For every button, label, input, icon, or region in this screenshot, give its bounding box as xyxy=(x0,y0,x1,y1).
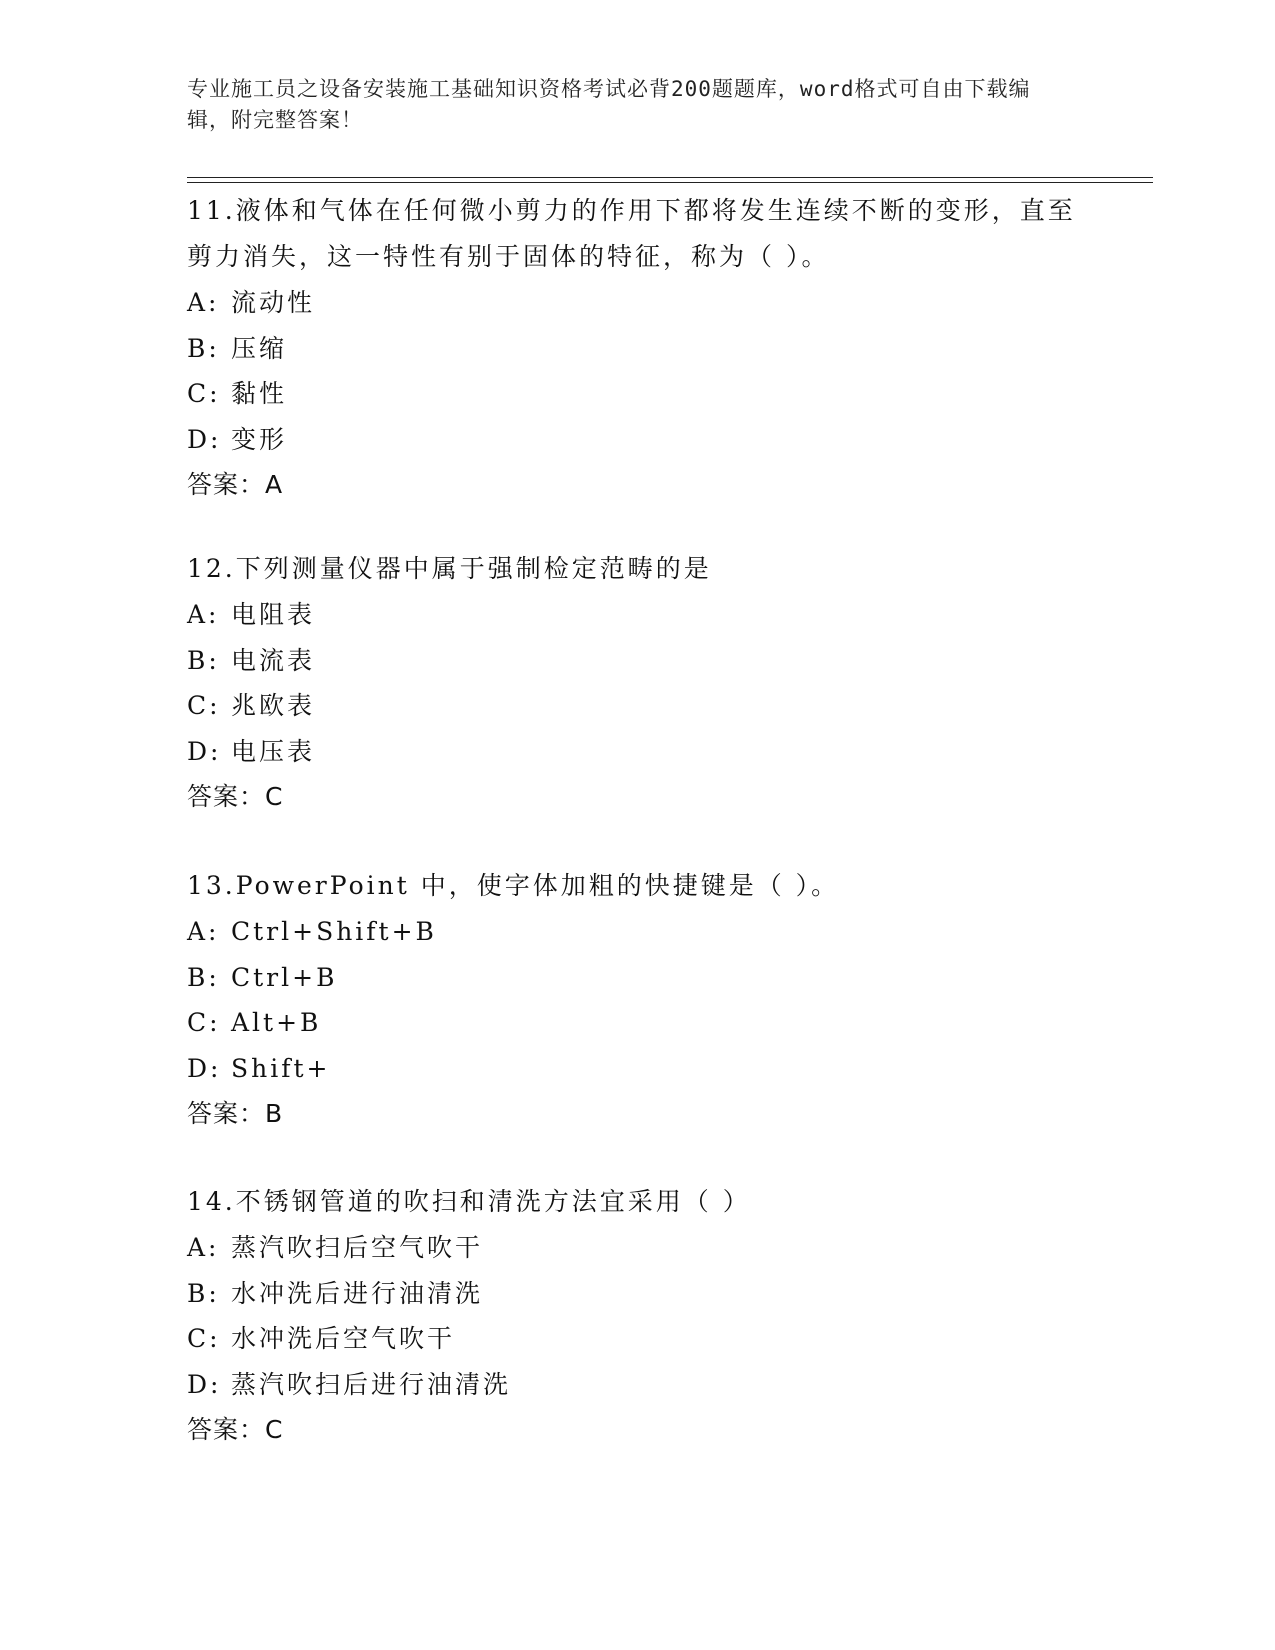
option-key: B: xyxy=(187,1278,220,1308)
option-key: B: xyxy=(187,333,220,363)
option-text: 水冲洗后空气吹干 xyxy=(231,1324,456,1353)
option-key: B: xyxy=(187,962,220,992)
option-d xyxy=(187,729,1087,775)
option-text: 电流表 xyxy=(231,645,316,675)
option-a xyxy=(187,1225,1087,1271)
option-text: 兆欧表 xyxy=(231,691,316,720)
option-d xyxy=(187,417,1087,463)
question-stem: 13.PowerPoint 中，使字体加粗的快捷键是（ ）。 xyxy=(187,871,840,900)
option-c xyxy=(187,1000,1087,1046)
question-12 xyxy=(187,546,1087,820)
option-key: B: xyxy=(187,645,220,675)
option-text: Ctrl+B xyxy=(231,962,338,992)
option-d xyxy=(187,1362,1087,1408)
option-text: 电压表 xyxy=(231,736,316,766)
answer-line: 答案：B xyxy=(187,1099,284,1128)
option-b xyxy=(187,326,1087,372)
option-b xyxy=(187,955,1087,1001)
option-key: D: xyxy=(187,1369,222,1399)
question-13 xyxy=(187,863,1087,1137)
question-stem: 12.下列测量仪器中属于强制检定范畴的是 xyxy=(187,554,712,583)
option-text: 电阻表 xyxy=(231,600,316,629)
option-key: D: xyxy=(187,736,222,766)
option-key: C: xyxy=(187,1324,221,1353)
option-a xyxy=(187,592,1087,638)
option-key: C: xyxy=(187,1008,221,1037)
option-key: D: xyxy=(187,424,222,454)
option-key: C: xyxy=(187,691,221,720)
option-b xyxy=(187,638,1087,684)
option-text: Shift+ xyxy=(231,1053,331,1083)
question-stem: 11.液体和气体在任何微小剪力的作用下都将发生连续不断的变形，直至剪力消失，这一特性有别于固体的特征，称为（ ）。 xyxy=(187,196,1076,271)
option-c xyxy=(187,683,1087,729)
option-key: C: xyxy=(187,379,221,408)
option-text: 变形 xyxy=(231,424,288,454)
option-text: 压缩 xyxy=(231,333,288,363)
option-d xyxy=(187,1046,1087,1092)
answer-line: 答案：C xyxy=(187,782,284,811)
option-text: 水冲洗后进行油清洗 xyxy=(231,1278,484,1308)
option-b xyxy=(187,1271,1087,1317)
question-14 xyxy=(187,1179,1087,1453)
option-c xyxy=(187,371,1087,417)
option-text: Alt+B xyxy=(231,1008,322,1037)
document-header: 专业施工员之设备安装施工基础知识资格考试必背200题题库，word格式可自由下载编辑，附完整答案！ xyxy=(187,77,1031,132)
answer-line: 答案：C xyxy=(187,1415,284,1444)
option-text: Ctrl+Shift+B xyxy=(231,917,437,946)
answer-line: 答案：A xyxy=(187,470,284,499)
question-stem: 14.不锈钢管道的吹扫和清洗方法宜采用（ ） xyxy=(187,1187,751,1216)
option-a xyxy=(187,280,1087,326)
option-text: 蒸汽吹扫后空气吹干 xyxy=(231,1233,484,1262)
header-divider-bottom xyxy=(187,182,1153,183)
option-key: D: xyxy=(187,1053,222,1083)
option-text: 蒸汽吹扫后进行油清洗 xyxy=(231,1369,512,1399)
option-key: A: xyxy=(187,288,220,317)
option-key: A: xyxy=(187,600,220,629)
option-key: A: xyxy=(187,917,220,946)
option-a xyxy=(187,909,1087,955)
option-text: 流动性 xyxy=(231,288,316,317)
option-key: A: xyxy=(187,1233,220,1262)
option-text: 黏性 xyxy=(231,379,288,408)
question-11 xyxy=(187,188,1087,508)
header-divider-top xyxy=(187,177,1153,178)
option-c xyxy=(187,1316,1087,1362)
